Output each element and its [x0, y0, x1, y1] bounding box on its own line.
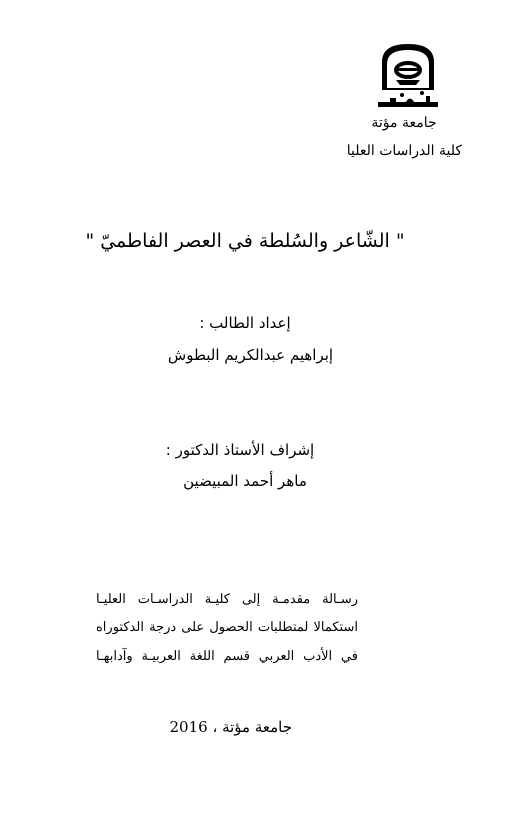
- faculty-name: كلية الدراسات العليا: [346, 143, 462, 159]
- thesis-description-line-3: في الأدب العربي قسم اللغة العربيـة وآدابهـا: [96, 649, 358, 664]
- university-name: جامعة مؤتة: [371, 115, 437, 131]
- thesis-description-line-2: استكمالا لمتطلبات الحصول على درجة الدكتوراه: [96, 620, 358, 635]
- student-name: إبراهيم عبدالكريم البطوش: [167, 346, 334, 364]
- supervisor-label: إشراف الأستاذ الدكتور :: [165, 441, 315, 459]
- supervisor-name: ماهر أحمد المبيضين: [183, 472, 307, 490]
- thesis-description-line-1: رسـالة مقدمـة إلى كليـة الدراسـات العليـا: [96, 592, 358, 607]
- thesis-title: " الشّاعر والسُلطة في العصر الفاطميّ ": [85, 230, 405, 252]
- university-logo: [376, 40, 440, 112]
- footer-place-date: جامعة مؤتة ، 2016: [169, 718, 292, 736]
- prepared-by-label: إعداد الطالب :: [199, 314, 291, 332]
- university-emblem-icon: [376, 40, 440, 112]
